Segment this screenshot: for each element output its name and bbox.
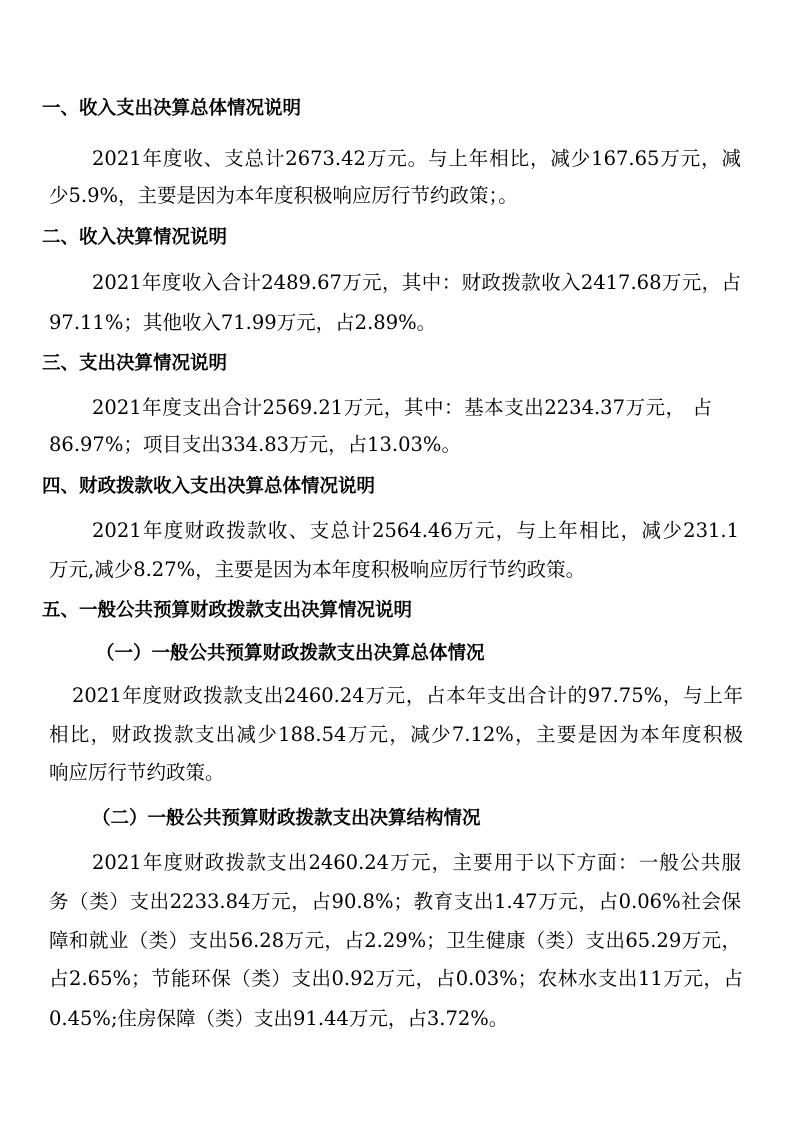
section-1-line-2: 少5.9%，主要是因为本年度积极响应厉行节约政策；。 bbox=[49, 184, 518, 207]
section-3-line-1: 2021年度支出合计2569.21万元，其中：基本支出2234.37万元， 占 bbox=[92, 396, 712, 419]
section-5-sub-1-line-1: 2021年度财政拨款支出2460.24万元，占本年支出合计的97.75%，与上年 bbox=[72, 684, 743, 707]
section-5-sub-1-line-2: 相比，财政拨款支出减少188.54万元，减少7.12%，主要是因为本年度积极 bbox=[49, 723, 743, 746]
section-5-sub-2-line-4: 占2.65%；节能环保（类）支出0.92万元，占0.03%；农林水支出11万元，占 bbox=[49, 967, 743, 990]
section-2-line-2: 97.11%；其他收入71.99万元，占2.89%。 bbox=[49, 311, 437, 334]
section-5-sub-1-line-3: 响应厉行节约政策。 bbox=[49, 761, 225, 784]
section-5-sub-1-heading: （一）一般公共预算财政拨款支出决算总体情况 bbox=[96, 643, 485, 664]
section-2-heading: 二、收入决算情况说明 bbox=[42, 227, 228, 248]
section-1-line-1: 2021年度收、支总计2673.42万元。与上年相比，减少167.65万元，减 bbox=[92, 147, 741, 170]
section-4-line-2: 万元,减少8.27%，主要是因为本年度积极响应厉行节约政策。 bbox=[49, 558, 586, 581]
section-5-sub-2-line-2: 务（类）支出2233.84万元，占90.8%；教育支出1.47万元，占0.06%社会保 bbox=[49, 890, 741, 913]
section-5-heading: 五、一般公共预算财政拨款支出决算情况说明 bbox=[42, 600, 413, 621]
section-4-heading: 四、财政拨款收入支出决算总体情况说明 bbox=[42, 476, 376, 497]
section-3-line-2: 86.97%；项目支出334.83万元，占13.03%。 bbox=[49, 433, 461, 456]
section-3-heading: 三、支出决算情况说明 bbox=[42, 353, 228, 374]
section-5-sub-2-line-1: 2021年度财政拨款支出2460.24万元，主要用于以下方面：一般公共服 bbox=[92, 851, 741, 874]
section-4-line-1: 2021年度财政拨款收、支总计2564.46万元，与上年相比，减少231.1 bbox=[92, 519, 739, 542]
section-5-sub-2-line-5: 0.45%;住房保障（类）支出91.44万元，占3.72%。 bbox=[49, 1007, 509, 1030]
section-5-sub-2-line-3: 障和就业（类）支出56.28万元，占2.29%；卫生健康（类）支出65.29万元， bbox=[49, 929, 741, 952]
section-1-heading: 一、收入支出决算总体情况说明 bbox=[42, 98, 302, 119]
section-2-line-1: 2021年度收入合计2489.67万元，其中：财政拨款收入2417.68万元，占 bbox=[92, 271, 741, 294]
section-5-sub-2-heading: （二）一般公共预算财政拨款支出决算结构情况 bbox=[92, 808, 481, 829]
